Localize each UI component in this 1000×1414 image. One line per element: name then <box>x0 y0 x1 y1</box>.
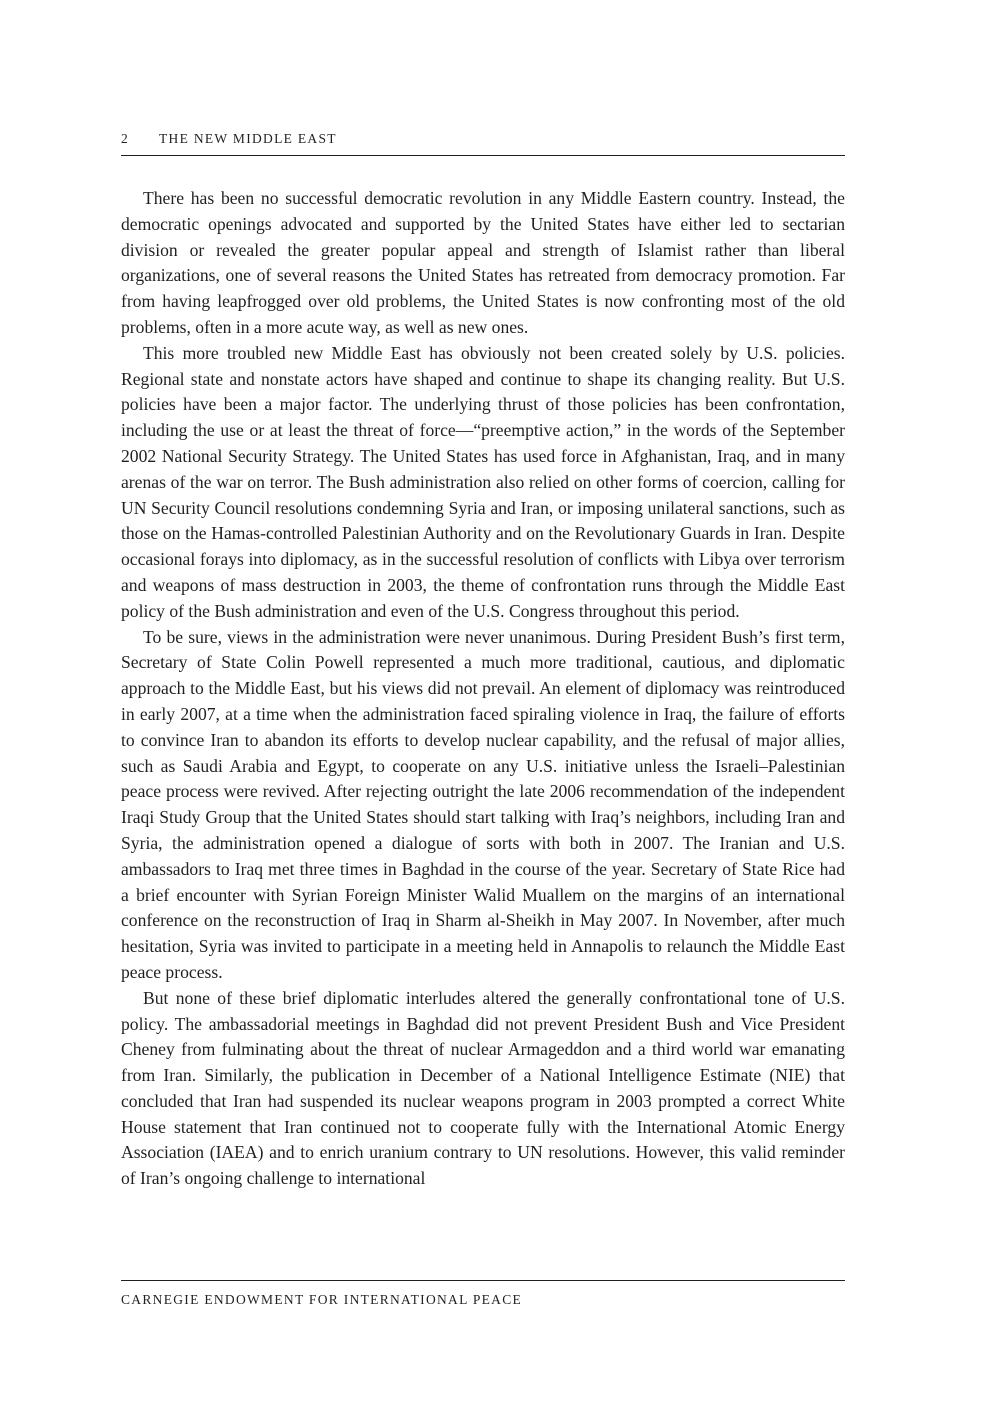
paragraph-2: This more troubled new Middle East has obviously not been created solely by U.S. policies. Regional state and nonstate actors have shaped and continue to shape its changing reality. But U.S. policies have been a major factor. The underlying thrust of those policies has been confrontation, including the use or at least the threat of force—“preemptive action,” in the words of the September 2002 National Security Strategy. The United States has used force in Afghanistan, Iraq, and in many arenas of the war on terror. The Bush administration also relied on other forms of coercion, calling for UN Security Council resolutions condemning Syria and Iran, or imposing unilateral sanctions, such as those on the Hamas-controlled Palestinian Authority and on the Revolutionary Guards in Iran. Despite occasional forays into diplomacy, as in the successful resolution of conflicts with Libya over terrorism and weapons of mass destruction in 2003, the theme of confrontation runs through the Middle East policy of the Bush administration and even of the U.S. Congress throughout this period. <box>121 342 845 621</box>
body-text <box>121 186 845 1192</box>
running-footer: CARNEGIE ENDOWMENT FOR INTERNATIONAL PEACE <box>121 1292 523 1307</box>
header-rule <box>121 155 845 156</box>
paragraph-4: But none of these brief diplomatic interludes altered the generally confrontational tone of U.S. policy. The ambassadorial meetings in Baghdad did not prevent President Bush and Vice President Cheney from fulminating about the threat of nuclear Armageddon and a third world war emanating from Iran. Similarly, the publication in December of a National Intelligence Estimate (NIE) that concluded that Iran had suspended its nuclear weapons program in 2003 prompted a correct White House statement that Iran continued not to cooperate fully with the International Atomic Energy Association (IAEA) and to enrich uranium contrary to UN resolutions. However, this valid reminder of Iran’s ongoing challenge to international <box>121 987 845 1189</box>
page-number: 2 <box>121 131 130 146</box>
footer-rule <box>121 1280 845 1281</box>
running-title: THE NEW MIDDLE EAST <box>159 131 337 146</box>
paragraph-3: To be sure, views in the administration were never unanimous. During President Bush’s first term, Secretary of State Colin Powell represented a much more traditional, cautious, and diplomatic approach to the Middle East, but his views did not prevail. An element of diplomacy was reintroduced in early 2007, at a time when the administration faced spiraling violence in Iraq, the failure of efforts to convince Iran to abandon its efforts to develop nuclear capability, and the refusal of major allies, such as Saudi Arabia and Egypt, to cooperate on any U.S. initiative unless the Israeli–Palestinian peace process were revived. After rejecting outright the late 2006 recommendation of the independent Iraqi Study Group that the United States should start talking with Iraq’s neighbors, including Iran and Syria, the administration opened a dialogue of sorts with both in 2007. The Iranian and U.S. ambassadors to Iraq met three times in Baghdad in the course of the year. Secretary of State Rice had a brief encounter with Syrian Foreign Minister Walid Muallem on the margins of an international conference on the reconstruction of Iraq in Sharm al-Sheikh in May 2007. In November, after much hesitation, Syria was invited to participate in a meeting held in Annapolis to relaunch the Middle East peace process. <box>121 626 845 982</box>
paragraph-1: There has been no successful democratic revolution in any Middle Eastern country. Instead, the democratic openings advocated and supported by the United States have either led to sectarian division or revealed the greater popular appeal and strength of Islamist rather than liberal organizations, one of several reasons the United States has retreated from democracy promotion. Far from having leapfrogged over old problems, the United States is now confronting most of the old problems, often in a more acute way, as well as new ones. <box>121 188 845 337</box>
running-header <box>121 129 845 149</box>
